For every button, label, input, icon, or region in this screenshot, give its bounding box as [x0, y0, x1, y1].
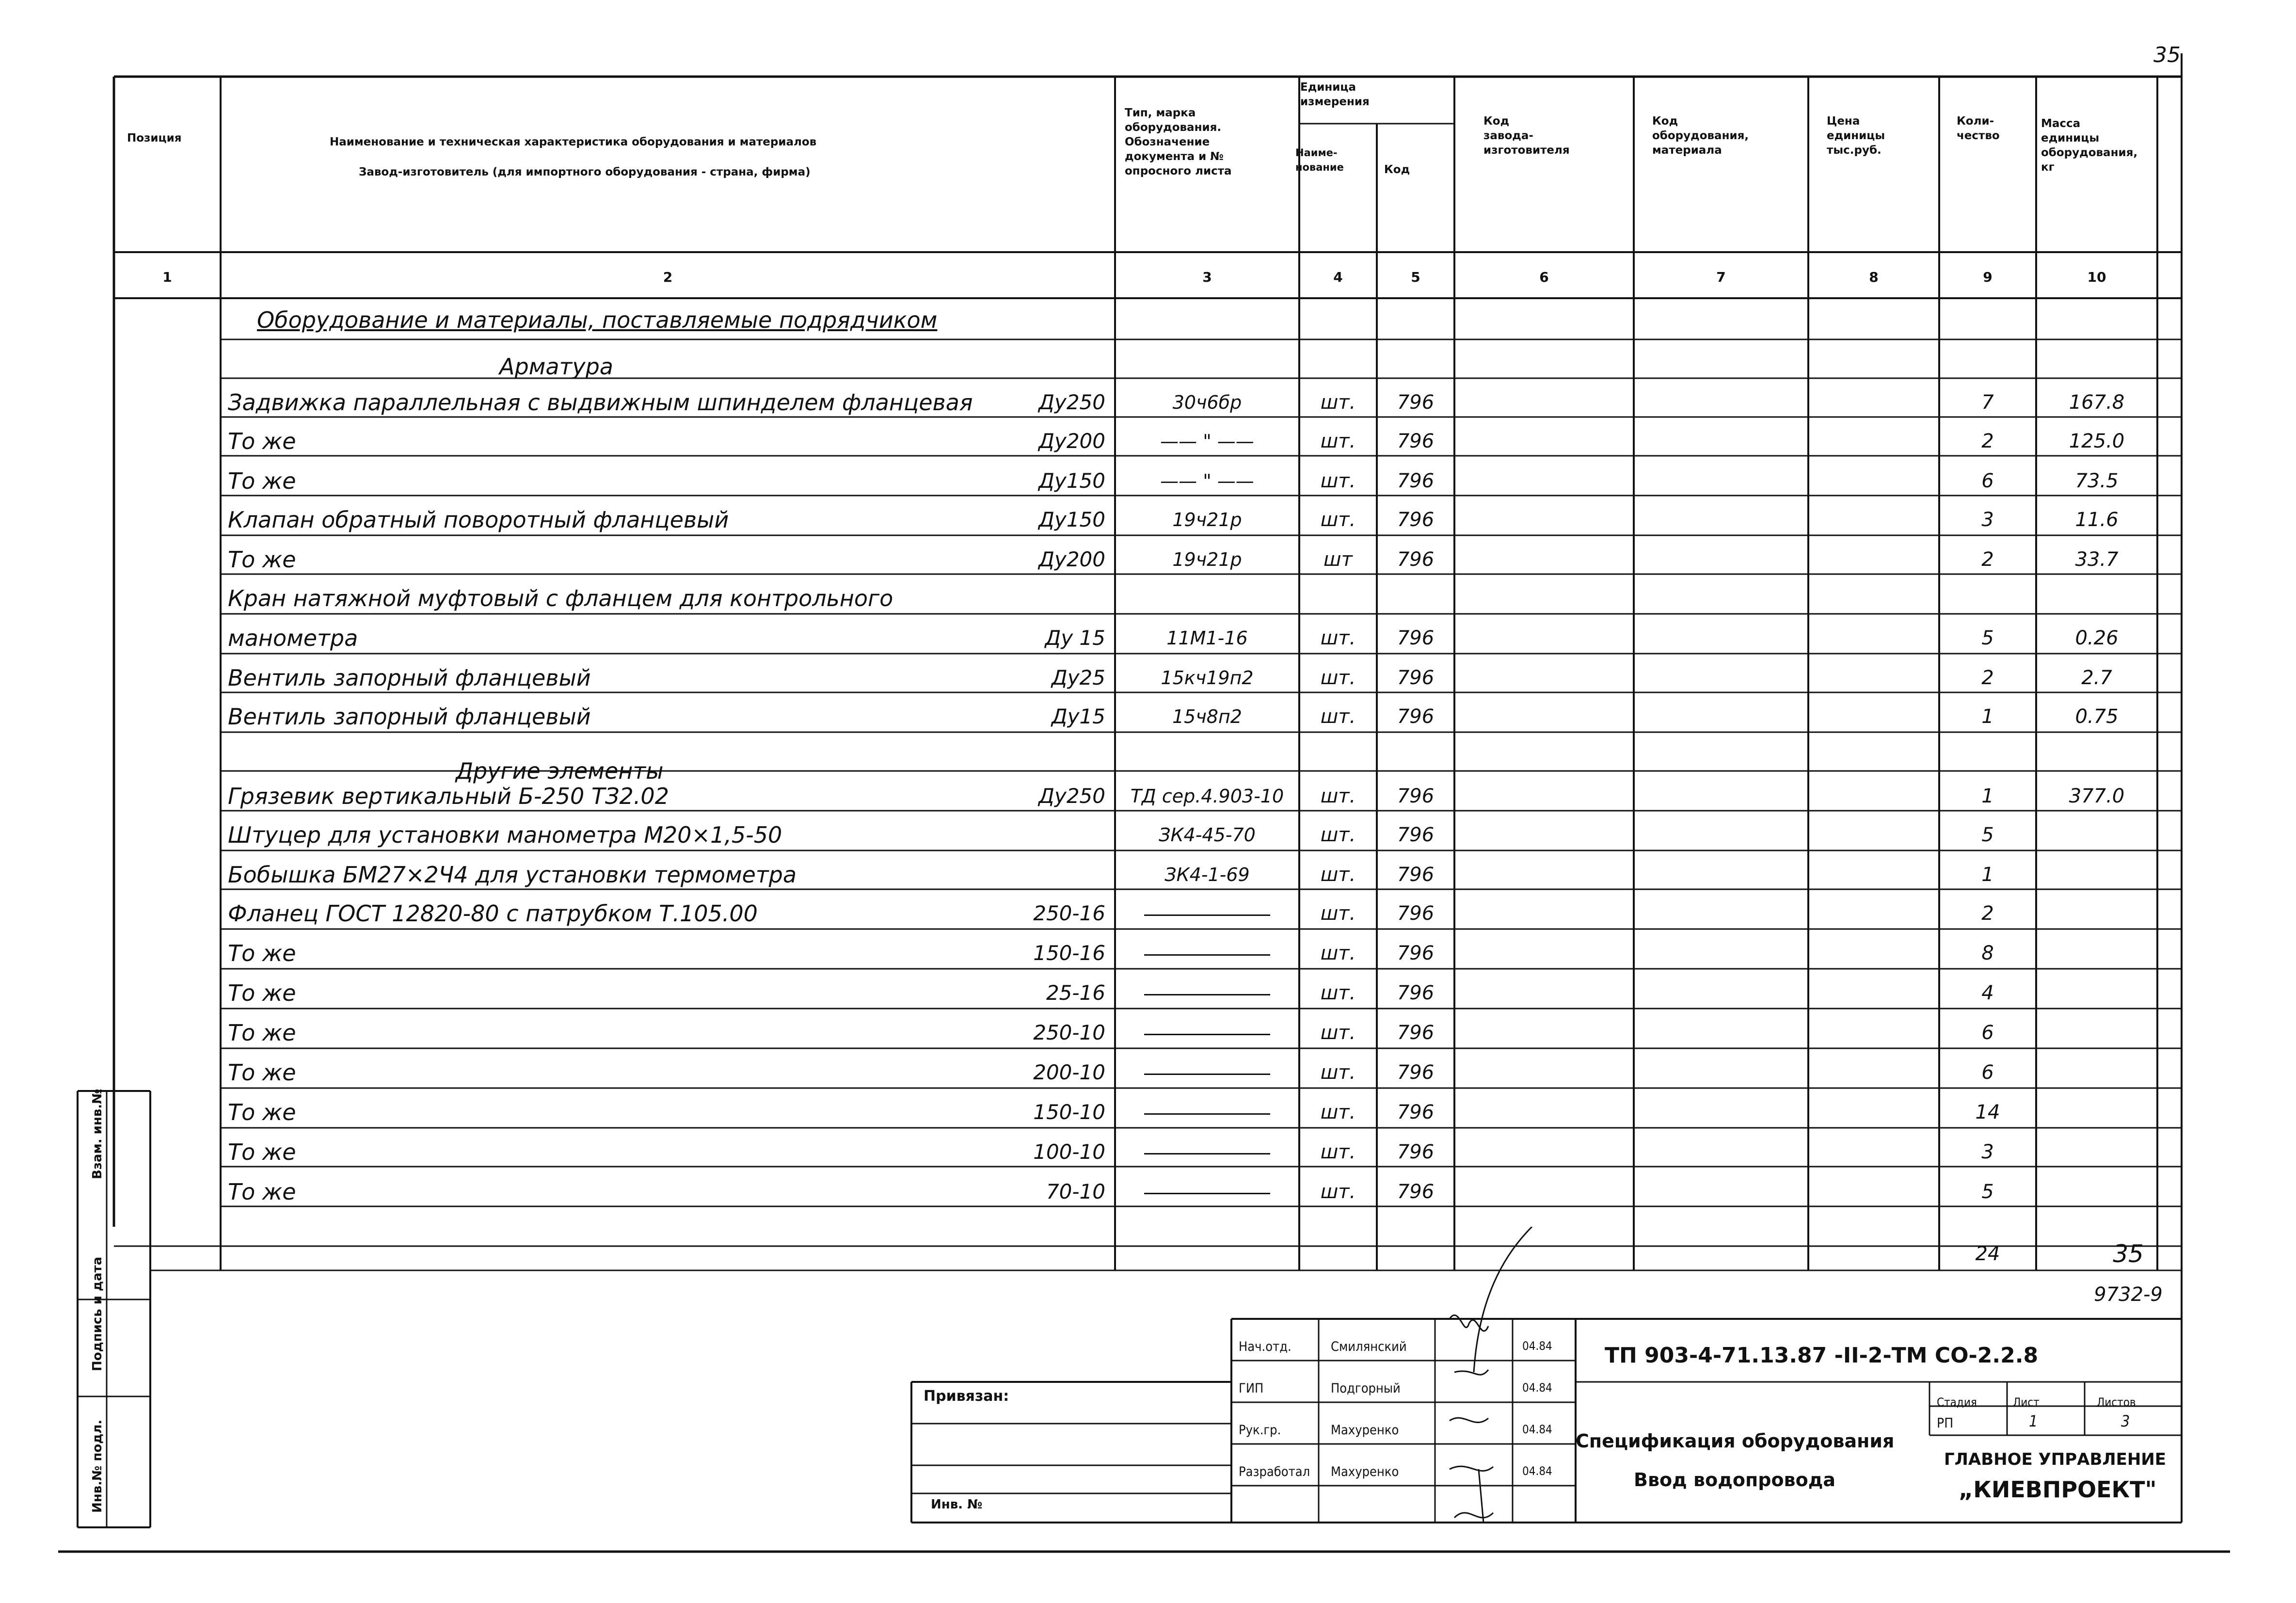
item-quantity: 6	[1981, 1061, 1994, 1084]
item-unit-code: 796	[1397, 705, 1435, 728]
item-size: 150-16	[1033, 941, 1105, 965]
staff-name: Махуренко	[1331, 1464, 1399, 1479]
item-unit-code: 796	[1397, 391, 1435, 414]
staff-role: Нач.отд.	[1239, 1339, 1292, 1354]
item-name: То же	[228, 1059, 296, 1086]
item-size: Ду250	[1038, 784, 1105, 808]
item-unit: шт.	[1320, 785, 1356, 807]
item-name: То же	[228, 428, 296, 454]
ditto-dash	[1144, 1113, 1270, 1115]
item-name: Клапан обратный поворотный фланцевый	[228, 507, 729, 533]
sheets-value: 3	[2121, 1412, 2130, 1430]
item-quantity: 2	[1981, 430, 1994, 452]
page-number: 35	[2153, 43, 2181, 67]
item-size: Ду15	[1051, 705, 1105, 728]
item-type: 15ч8п2	[1172, 706, 1242, 727]
item-unit: шт.	[1320, 470, 1356, 492]
item-unit-code: 796	[1397, 942, 1435, 964]
item-quantity: 2	[1981, 667, 1994, 689]
item-type: ТД сер.4.903-10	[1130, 785, 1284, 807]
header-maker-code: Код завода- изготовителя	[1483, 115, 1570, 157]
item-quantity: 6	[1981, 470, 1994, 492]
header-unit-group: Единица измерения	[1300, 81, 1370, 108]
item-unit-code: 796	[1397, 1061, 1435, 1084]
staff-date: 04.84	[1522, 1464, 1552, 1478]
item-unit: шт.	[1320, 824, 1356, 846]
inventory-label: Инв. №	[931, 1497, 983, 1512]
header-quantity: Коли- чество	[1957, 115, 2000, 142]
item-name: Вентиль запорный фланцевый	[228, 665, 591, 691]
item-name: То же	[228, 1179, 296, 1205]
column-number: 4	[1333, 269, 1343, 285]
item-unit: шт.	[1320, 1061, 1356, 1084]
item-quantity: 4	[1981, 982, 1994, 1004]
item-name: То же	[228, 940, 296, 966]
ditto-dash	[1144, 1034, 1270, 1035]
staff-role: Разработал	[1239, 1464, 1310, 1479]
ditto-dash	[1144, 1074, 1270, 1075]
item-quantity: 6	[1981, 1022, 1994, 1044]
item-unit-code: 796	[1397, 548, 1435, 571]
item-unit: шт.	[1320, 982, 1356, 1004]
item-unit-code: 796	[1397, 864, 1435, 886]
column-number: 6	[1539, 269, 1549, 285]
organization-line1: ГЛАВНОЕ УПРАВЛЕНИЕ	[1944, 1450, 2166, 1469]
total-mark: 35	[2113, 1240, 2144, 1268]
item-quantity: 1	[1981, 785, 1994, 807]
header-type: Тип, марка оборудования. Обозначение документа и № опросного листа	[1125, 107, 1232, 177]
item-name: Вентиль запорный фланцевый	[228, 704, 591, 730]
item-unit-code: 796	[1397, 902, 1435, 925]
item-unit: шт.	[1320, 1141, 1356, 1163]
item-unit: шт.	[1320, 509, 1356, 531]
item-size: Ду250	[1038, 390, 1105, 414]
item-quantity: 2	[1981, 902, 1994, 925]
item-mass: 73.5	[2075, 470, 2119, 492]
sheet-label: Лист	[2013, 1395, 2040, 1409]
item-name: То же	[228, 468, 296, 494]
item-name: То же	[228, 1139, 296, 1165]
item-mass: 377.0	[2069, 785, 2125, 807]
item-unit-code: 796	[1397, 667, 1435, 689]
item-unit-code: 796	[1397, 509, 1435, 531]
header-name-line2: Завод-изготовитель (для импортного оборудования - страна, фирма)	[359, 166, 811, 178]
item-size: 100-10	[1033, 1140, 1105, 1164]
item-name: манометра	[228, 625, 358, 651]
item-name: Штуцер для установки манометра М20×1,5-50	[228, 822, 782, 848]
item-name: То же	[228, 1099, 296, 1125]
item-size: 25-16	[1046, 981, 1105, 1005]
document-title-line1: Спецификация оборудования	[1576, 1430, 1895, 1452]
item-unit: шт.	[1320, 705, 1356, 728]
item-quantity: 8	[1981, 942, 1994, 964]
item-unit-code: 796	[1397, 785, 1435, 807]
item-quantity: 5	[1981, 1181, 1994, 1203]
item-name: То же	[228, 980, 296, 1006]
item-unit-code: 796	[1397, 430, 1435, 452]
header-position: Позиция	[127, 132, 182, 144]
stage-label: Стадия	[1937, 1395, 1977, 1409]
staff-role: Рук.гр.	[1239, 1423, 1281, 1438]
column-number: 8	[1869, 269, 1879, 285]
item-mass: 2.7	[2081, 667, 2112, 689]
item-unit-code: 796	[1397, 982, 1435, 1004]
item-mass: 125.0	[2069, 430, 2125, 452]
ditto-dash	[1144, 1193, 1270, 1194]
column-number: 7	[1716, 269, 1726, 285]
item-size: Ду150	[1038, 469, 1105, 493]
item-type: 19ч21р	[1172, 549, 1242, 570]
item-quantity: 3	[1981, 1141, 1994, 1163]
item-name: Фланец ГОСТ 12820-80 с патрубком Т.105.00	[228, 900, 758, 927]
organization-line2: „КИЕВПРОЕКТ"	[1959, 1476, 2157, 1503]
item-type: 11М1-16	[1166, 627, 1248, 649]
item-size: 250-16	[1033, 901, 1105, 925]
header-equipment-code: Код оборудования, материала	[1652, 115, 1749, 157]
column-number: 10	[2087, 269, 2106, 285]
item-quantity: 5	[1981, 824, 1994, 846]
side-stamp-signature-date: Подпись и дата	[90, 1256, 105, 1371]
item-unit: шт.	[1320, 1101, 1356, 1123]
item-unit: шт.	[1320, 864, 1356, 886]
column-number: 3	[1202, 269, 1212, 285]
column-number: 5	[1411, 269, 1420, 285]
item-size: Ду150	[1038, 508, 1105, 531]
item-size: Ду25	[1051, 666, 1105, 689]
staff-date: 04.84	[1522, 1339, 1552, 1353]
staff-date: 04.84	[1522, 1381, 1552, 1395]
archive-number: 9732-9	[2094, 1283, 2163, 1306]
item-name: Кран натяжной муфтовый с фланцем для контрольного	[228, 585, 893, 611]
item-unit-code: 796	[1397, 1022, 1435, 1044]
item-quantity: 7	[1981, 391, 1994, 414]
item-unit-code: 796	[1397, 824, 1435, 846]
sheet-value: 1	[2029, 1412, 2038, 1430]
header-mass: Масса единицы оборудования, кг	[2041, 117, 2138, 174]
staff-name: Смилянский	[1331, 1339, 1407, 1354]
item-name: Бобышка БМ27×2Ч4 для установки термометра	[228, 862, 797, 888]
item-size: Ду 15	[1045, 626, 1105, 650]
item-mass: 167.8	[2069, 391, 2125, 414]
item-size: Ду200	[1038, 547, 1105, 571]
staff-date: 04.84	[1522, 1423, 1552, 1436]
document-code: ТП 903-4-71.13.87 -II-2-ТМ СО-2.2.8	[1605, 1343, 2039, 1368]
ditto-dash	[1144, 994, 1270, 995]
item-type: —— " ——	[1160, 431, 1254, 452]
stage-value: РП	[1937, 1415, 1954, 1431]
item-unit-code: 796	[1397, 1181, 1435, 1203]
ditto-dash	[1144, 914, 1270, 916]
item-type: ЗК4-1-69	[1164, 864, 1250, 885]
side-stamp-original-inventory: Инв.№ подл.	[90, 1419, 105, 1513]
column-number: 1	[162, 269, 172, 285]
header-unit-code: Код	[1384, 163, 1410, 176]
side-stamp-replaced-inventory: Взам. инв.№	[90, 1089, 105, 1179]
item-unit-code: 796	[1397, 470, 1435, 492]
item-name: То же	[228, 1020, 296, 1046]
item-unit: шт.	[1320, 1181, 1356, 1203]
item-type: —— " ——	[1160, 470, 1254, 492]
subsection-other-elements: Другие элементы	[456, 758, 664, 784]
item-unit: шт.	[1320, 902, 1356, 925]
item-unit: шт.	[1320, 942, 1356, 964]
item-unit: шт.	[1320, 430, 1356, 452]
item-quantity: 2	[1981, 548, 1994, 571]
item-quantity: 14	[1975, 1101, 2000, 1123]
item-name: Задвижка параллельная с выдвижным шпинделем фланцевая	[228, 389, 973, 416]
item-quantity: 1	[1981, 864, 1994, 886]
ditto-dash	[1144, 1153, 1270, 1154]
item-unit: шт.	[1320, 667, 1356, 689]
staff-role: ГИП	[1239, 1381, 1264, 1396]
item-type: 30ч6бр	[1172, 392, 1242, 413]
staff-name: Подгорный	[1331, 1381, 1401, 1396]
item-unit: шт.	[1320, 391, 1356, 414]
bound-label: Привязан:	[924, 1388, 1009, 1405]
item-mass: 33.7	[2075, 548, 2119, 571]
item-quantity: 5	[1981, 627, 1994, 649]
header-unit-name: Наиме- нование	[1295, 147, 1344, 173]
item-size: 250-10	[1033, 1021, 1105, 1044]
total-quantity: 24	[1975, 1243, 2000, 1265]
item-mass: 0.26	[2075, 627, 2119, 649]
item-unit: шт.	[1320, 627, 1356, 649]
document-title-line2: Ввод водопровода	[1634, 1469, 1836, 1491]
item-size: 200-10	[1033, 1060, 1105, 1084]
column-number: 2	[663, 269, 673, 285]
sheets-label: Листов	[2097, 1395, 2136, 1409]
column-number: 9	[1983, 269, 1993, 285]
staff-name: Махуренко	[1331, 1423, 1399, 1438]
header-price: Цена единицы тыс.руб.	[1827, 115, 1885, 157]
item-unit: шт.	[1320, 1022, 1356, 1044]
ditto-dash	[1144, 954, 1270, 956]
item-type: 15кч19п2	[1161, 667, 1254, 689]
item-unit-code: 796	[1397, 1101, 1435, 1123]
item-unit-code: 796	[1397, 627, 1435, 649]
signature-marks	[1435, 1227, 1590, 1537]
item-unit-code: 796	[1397, 1141, 1435, 1163]
item-size: 70-10	[1046, 1180, 1105, 1203]
item-quantity: 3	[1981, 509, 1994, 531]
header-name-line1: Наименование и техническая характеристика оборудования и материалов	[330, 136, 817, 148]
item-name: Грязевик вертикальный Б-250 ТЗ2.02	[228, 783, 669, 809]
item-size: Ду200	[1038, 429, 1105, 453]
subsection-fittings: Арматура	[499, 353, 613, 380]
item-type: 19ч21р	[1172, 509, 1242, 530]
item-mass: 0.75	[2075, 705, 2119, 728]
item-unit: шт	[1323, 548, 1353, 571]
item-type: ЗК4-45-70	[1159, 824, 1256, 846]
item-quantity: 1	[1981, 705, 1994, 728]
item-mass: 11.6	[2075, 509, 2119, 531]
item-size: 150-10	[1033, 1100, 1105, 1124]
item-name: То же	[228, 546, 296, 573]
section-title: Оборудование и материалы, поставляемые подрядчиком	[257, 307, 938, 333]
